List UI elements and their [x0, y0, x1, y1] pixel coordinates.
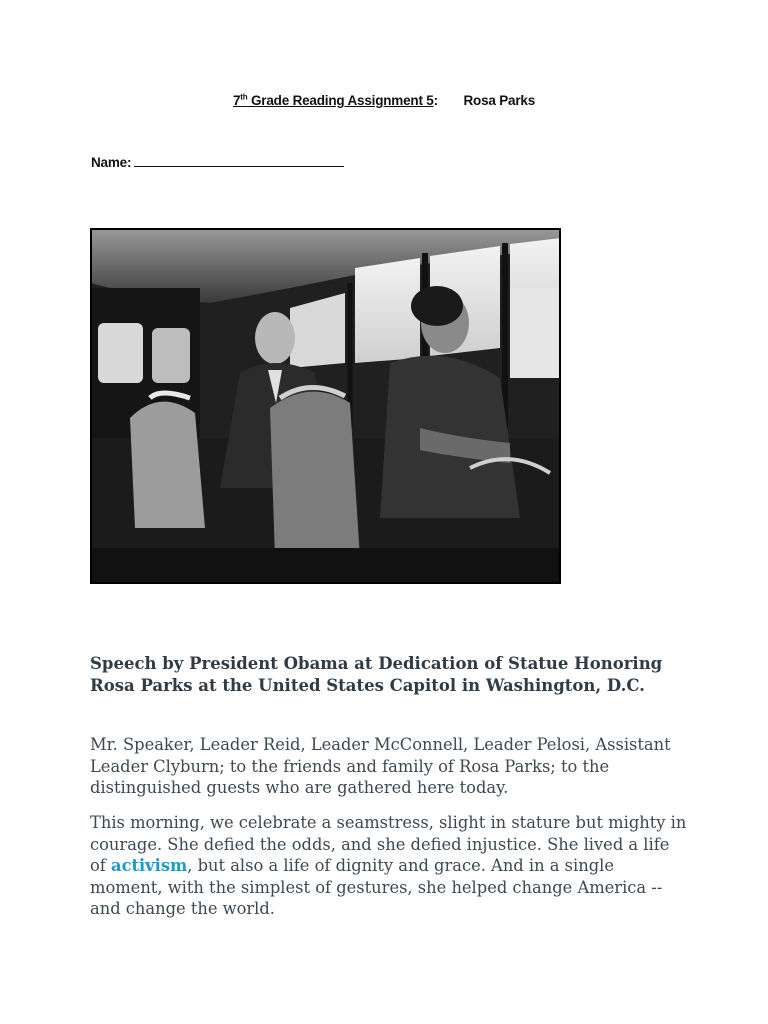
name-label: Name:	[91, 155, 132, 170]
assignment-topic: Rosa Parks	[463, 93, 536, 108]
grade-number: 7	[232, 93, 241, 108]
grade-suffix: th	[240, 92, 248, 102]
assignment-label	[233, 93, 434, 108]
paragraph-2-end: , but also a life of dignity and grace. And in a single moment, with the simplest of gestures, she helped change America -- and change the world.	[90, 856, 663, 918]
activism-link[interactable]: activism	[111, 856, 188, 875]
article-heading: Speech by President Obama at Dedication of Statue Honoring Rosa Parks at the United States Capitol in Washington, D.C.	[90, 654, 663, 695]
assignment-rest: Grade Reading Assignment 5	[247, 93, 434, 108]
paragraph-2-start: This morning, we celebrate a seamstress, slight in stature but mighty in courage. She defied the odds, and she defied injustice. She lived a life of	[90, 813, 687, 875]
name-field	[91, 154, 344, 170]
article-paragraph-1: Mr. Speaker, Leader Reid, Leader McConnell, Leader Pelosi, Assistant Leader Clyburn; to the friends and family of Rosa Parks; to the distinguished guests who are gathered here today.	[90, 735, 671, 797]
rosa-parks-bus-photo	[90, 228, 561, 584]
assignment-title	[0, 93, 768, 108]
name-blank-line[interactable]	[134, 154, 344, 167]
article-paragraph-2	[90, 812, 690, 920]
title-colon: :	[433, 93, 438, 108]
